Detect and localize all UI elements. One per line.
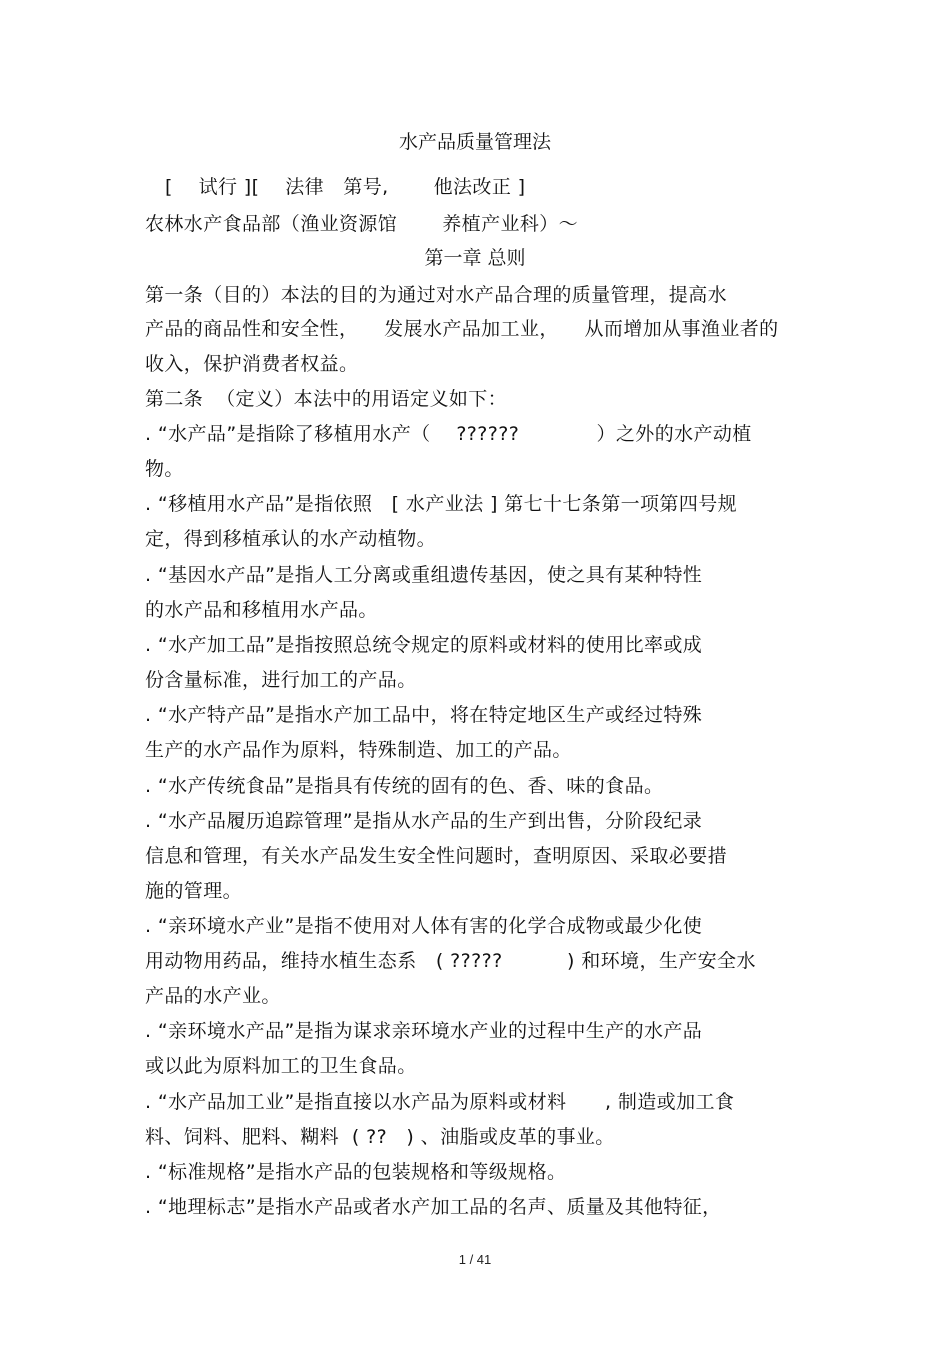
text-line: 收入，保护消费者权益。: [145, 353, 359, 375]
text-line: . “基因水产品”是指人工分离或重组遗传基因，使之具有某种特性: [145, 564, 703, 586]
text-line: 的水产品和移植用水产品。: [145, 599, 378, 621]
text-line: 信息和管理，有关水产品发生安全性问题时，查明原因、采取必要措: [145, 845, 728, 867]
text-line: 产品的水产业。: [145, 985, 281, 1007]
text-line: . “亲环境水产品”是指为谋求亲环境水产业的过程中生产的水产品: [145, 1020, 703, 1042]
text-line: 生产的水产品作为原料，特殊制造、加工的产品。: [145, 739, 572, 761]
text-line: . “标准规格”是指水产品的包装规格和等级规格。: [145, 1161, 567, 1183]
text-line: . “水产品履历追踪管理”是指从水产品的生产到出售，分阶段纪录: [145, 810, 703, 832]
text-line: 产品的商品性和安全性， 发展水产品加工业， 从而增加从事渔业者的: [145, 318, 779, 340]
text-line: 施的管理。: [145, 880, 243, 902]
text-line: . “水产品”是指除了移植用水产（ ?????? ）之外的水产动植: [145, 423, 752, 445]
text-line: 或以此为原料加工的卫生食品。: [145, 1055, 417, 1077]
text-line: 料、饲料、肥料、糊料 ( ?? ) 、油脂或皮革的事业。: [145, 1126, 615, 1148]
text-line: . “地理标志”是指水产品或者水产加工品的名声、质量及其他特征，: [145, 1196, 722, 1218]
text-line: . “亲环境水产业”是指不使用对人体有害的化学合成物或最少化使: [145, 915, 703, 937]
text-line: 用动物用药品，维持水植生态系 ( ????? ) 和环境，生产安全水: [145, 950, 756, 972]
chapter-heading: 第一章 总则: [424, 247, 526, 269]
text-line: . “水产加工品”是指按照总统令规定的原料或材料的使用比率或成: [145, 634, 703, 656]
text-line: 第二条 （定义）本法中的用语定义如下：: [145, 388, 508, 410]
document-title: 水产品质量管理法: [398, 131, 551, 153]
text-line: 份含量标准，进行加工的产品。: [145, 669, 417, 691]
page-number: 1 / 41: [458, 1252, 492, 1267]
text-line: . “水产传统食品”是指具有传统的固有的色、香、味的食品。: [145, 775, 664, 797]
text-line: 定，得到移植承认的水产动植物。: [145, 528, 437, 550]
text-line: 第一条（目的）本法的目的为通过对水产品合理的质量管理，提高水: [145, 284, 728, 306]
text-line: . “水产特产品”是指水产加工品中，将在特定地区生产或经过特殊: [145, 704, 703, 726]
text-line: 物。: [145, 458, 184, 480]
agency-line: 农林水产食品部（渔业资源馆 养植产业科）～: [145, 213, 579, 235]
text-line: . “水产品加工业”是指直接以水产品为原料或材料 , 制造或加工食: [145, 1091, 735, 1113]
text-line: . “移植用水产品”是指依照 [ 水产业法 ] 第七十七条第一项第四号规: [145, 493, 738, 515]
meta-line: [ 试行 ][ 法律 第号, 他法改正 ]: [165, 176, 526, 198]
